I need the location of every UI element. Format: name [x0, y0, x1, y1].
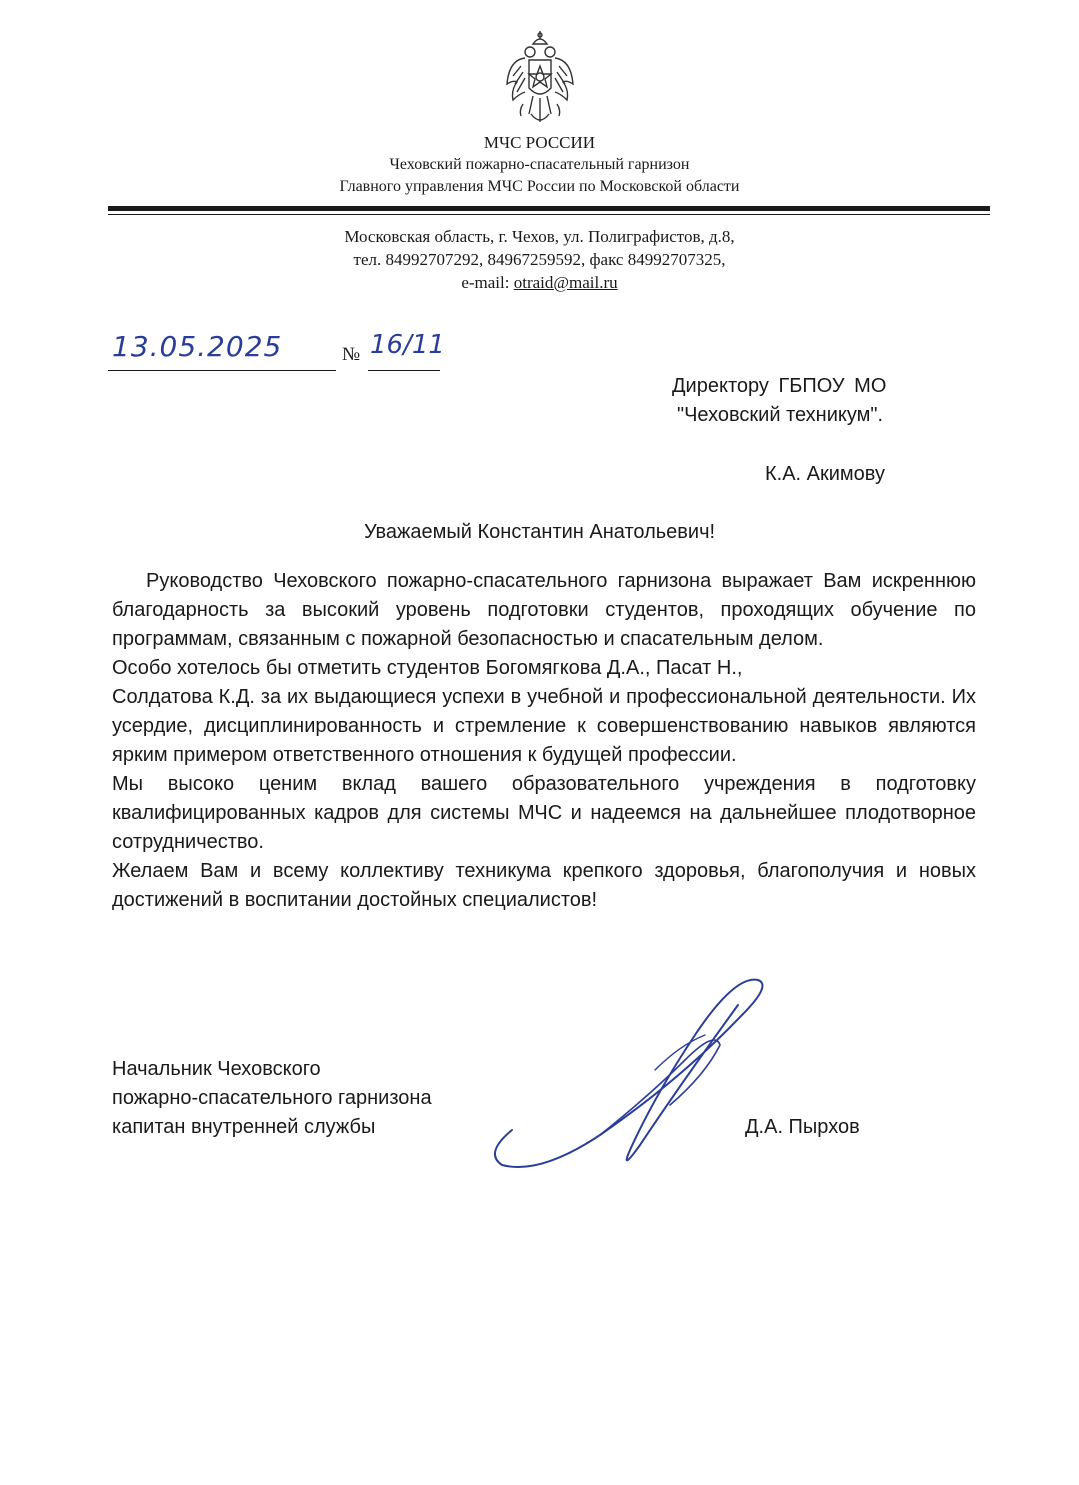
header-rule-thick: [108, 206, 990, 211]
email-link[interactable]: otraid@mail.ru: [513, 273, 618, 292]
org-subdivision: Чеховский пожарно-спасательный гарнизон: [389, 156, 690, 173]
emercom-emblem-icon: [503, 30, 577, 130]
salutation: Уважаемый Константин Анатольевич!: [363, 521, 716, 543]
handwritten-signature-icon: [480, 975, 780, 1180]
registration-date: 13.05.2025: [112, 330, 283, 363]
addressee-position: Директору ГБПОУ МО: [672, 375, 887, 397]
addressee-organization: "Чеховский техникум".: [677, 404, 884, 426]
org-parent: Главного управления МЧС России по Московской области: [339, 178, 740, 195]
signatory-title-line: Начальник Чеховского: [112, 1058, 321, 1080]
email-line: [0, 272, 1079, 294]
signatory-title-line: пожарно-спасательного гарнизона: [112, 1087, 432, 1109]
address-line: Московская область, г. Чехов, ул. Полиграфистов, д.8,: [344, 227, 735, 246]
body-paragraph: Особо хотелось бы отметить студентов Богомягкова Д.А., Пасат Н.,: [112, 657, 743, 679]
registration-date-line: [108, 370, 336, 371]
email-prefix: e-mail:: [461, 273, 514, 292]
registration-number: 16/11: [370, 330, 445, 360]
signatory-rank: капитан внутренней службы: [112, 1116, 376, 1138]
body-paragraph: Мы высоко ценим вклад вашего образовательного учреждения в подготовку квалифицированных кадров для системы МЧС и надеемся на дальнейшее плодотворное сотрудничество.: [112, 773, 976, 853]
addressee-name: К.А. Акимову: [765, 463, 885, 485]
phone-line: тел. 84992707292, 84967259592, факс 84992707325,: [353, 250, 726, 269]
header-rule-thin: [108, 214, 990, 215]
org-name: МЧС РОССИИ: [483, 133, 596, 152]
body-paragraph: Солдатова К.Д. за их выдающиеся успехи в учебной и профессиональной деятельности. Их усердие, дисциплинированность и стремление к совершенствованию навыков являются ярким примером ответственного отношения к будущей профессии.: [112, 686, 976, 766]
registration-number-line: [368, 370, 440, 371]
signatory-title: [112, 1055, 432, 1142]
body-paragraph: Руководство Чеховского пожарно-спасательного гарнизона выражает Вам искреннюю благодарность за высокий уровень подготовки студентов, проходящих обучение по программам, связанным с пожарной безопасностью и спасательным делом.: [112, 570, 976, 650]
signatory-name: Д.А. Пырхов: [745, 1116, 860, 1138]
body-paragraph: Желаем Вам и всему коллективу техникума крепкого здоровья, благополучия и новых достижений в воспитании достойных специалистов!: [112, 860, 976, 911]
letter-body: [112, 567, 976, 915]
registration-number-label: №: [342, 344, 361, 365]
